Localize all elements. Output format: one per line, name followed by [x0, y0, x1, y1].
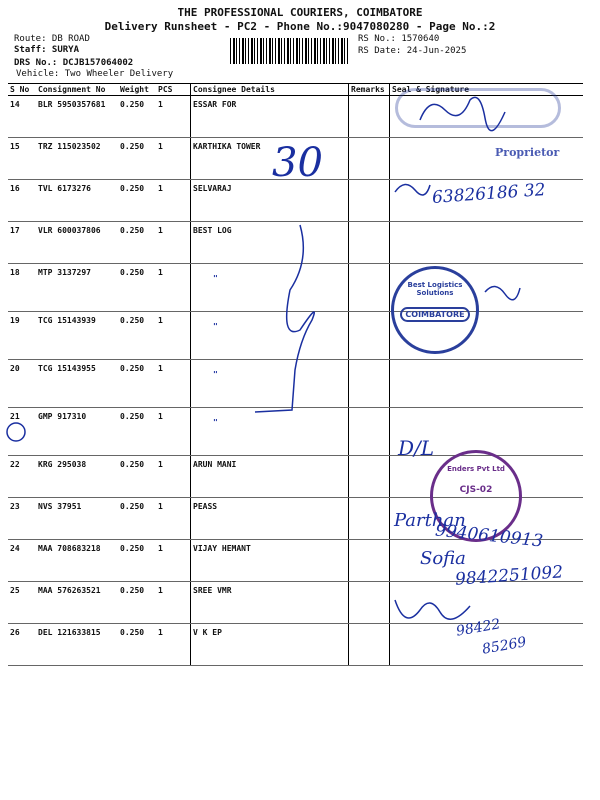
- col-consignee: Consignee Details: [191, 84, 349, 96]
- cell-sno: 16: [8, 180, 36, 222]
- cell-weight: 0.250: [118, 456, 156, 498]
- cell-sno: 21: [8, 408, 36, 456]
- cell-seal: [390, 360, 584, 408]
- cell-weight: 0.250: [118, 540, 156, 582]
- cell-consignment: TVL 6173276: [36, 180, 118, 222]
- cell-consignee: VIJAY HEMANT: [191, 540, 349, 582]
- cell-consignee: SELVARAJ: [191, 180, 349, 222]
- handwritten-parthan: Parthan: [394, 510, 466, 531]
- stamp-city: COIMBATORE: [400, 307, 469, 322]
- cell-pcs: 1: [156, 138, 191, 180]
- proprietor-text: Proprietor: [495, 146, 560, 159]
- cell-remarks: [349, 96, 390, 138]
- cell-consignee: BEST LOG: [191, 222, 349, 264]
- purple-stamp-name: Enders Pvt Ltd: [447, 465, 505, 473]
- cell-pcs: 1: [156, 456, 191, 498]
- cell-sno: 18: [8, 264, 36, 312]
- cell-consignment: NVS 37951: [36, 498, 118, 540]
- rs-number: RS No.: 1570640: [358, 34, 440, 44]
- cell-pcs: 1: [156, 264, 191, 312]
- cell-sno: 17: [8, 222, 36, 264]
- cell-consignment: KRG 295038: [36, 456, 118, 498]
- cell-pcs: 1: [156, 582, 191, 624]
- cell-weight: 0.250: [118, 264, 156, 312]
- cell-weight: 0.250: [118, 222, 156, 264]
- staff-label: Staff: SURYA: [14, 45, 80, 55]
- cell-remarks: [349, 138, 390, 180]
- stamp-top: [395, 88, 561, 128]
- cell-consignee: PEASS: [191, 498, 349, 540]
- cell-pcs: 1: [156, 312, 191, 360]
- col-pcs: PCS: [156, 84, 191, 96]
- table-row: [8, 408, 583, 456]
- table-row: [8, 360, 583, 408]
- cell-pcs: 1: [156, 624, 191, 666]
- handwritten-phone-3: 9842251092: [454, 562, 564, 590]
- cell-sno: 22: [8, 456, 36, 498]
- cell-sno: 15: [8, 138, 36, 180]
- cell-consignment: GMP 917310: [36, 408, 118, 456]
- cell-pcs: 1: [156, 360, 191, 408]
- cell-consignment: MAA 576263521: [36, 582, 118, 624]
- handwritten-phone-4b: 85269: [480, 634, 528, 658]
- cell-consignee: ": [191, 312, 349, 360]
- cell-weight: 0.250: [118, 624, 156, 666]
- cell-remarks: [349, 312, 390, 360]
- cell-consignment: MTP 3137297: [36, 264, 118, 312]
- col-remarks: Remarks: [349, 84, 390, 96]
- cell-sno: 14: [8, 96, 36, 138]
- rs-date: RS Date: 24-Jun-2025: [358, 46, 467, 56]
- cell-pcs: 1: [156, 498, 191, 540]
- cell-weight: 0.250: [118, 408, 156, 456]
- purple-stamp-code: CJS-02: [459, 485, 493, 495]
- cell-remarks: [349, 408, 390, 456]
- cell-pcs: 1: [156, 540, 191, 582]
- handwritten-phone-4a: 98422: [454, 616, 502, 640]
- cell-consignee: ESSAR FOR: [191, 96, 349, 138]
- stamp-company: Best Logistics Solutions: [407, 281, 463, 297]
- cell-sno: 23: [8, 498, 36, 540]
- table-row: [8, 264, 583, 312]
- handwritten-sofia: Sofia: [420, 548, 466, 569]
- cell-consignment: DEL 121633815: [36, 624, 118, 666]
- vehicle-label: Vehicle: Two Wheeler Delivery: [16, 69, 174, 79]
- cell-pcs: 1: [156, 96, 191, 138]
- handwritten-dl: D/L: [398, 436, 435, 460]
- cell-sno: 24: [8, 540, 36, 582]
- cell-consignee: V K EP: [191, 624, 349, 666]
- cell-pcs: 1: [156, 180, 191, 222]
- cell-consignment: TCG 15143955: [36, 360, 118, 408]
- cell-remarks: [349, 582, 390, 624]
- cell-remarks: [349, 360, 390, 408]
- cell-remarks: [349, 222, 390, 264]
- cell-consignment: TRZ 115023502: [36, 138, 118, 180]
- cell-remarks: [349, 540, 390, 582]
- cell-pcs: 1: [156, 222, 191, 264]
- col-seal-signature: Seal & Signature: [390, 84, 584, 96]
- cell-consignment: MAA 708683218: [36, 540, 118, 582]
- cell-weight: 0.250: [118, 180, 156, 222]
- cell-seal: [390, 582, 584, 624]
- cell-consignee: SREE VMR: [191, 582, 349, 624]
- route-label: Route: DB ROAD: [14, 34, 90, 44]
- cell-consignment: TCG 15143939: [36, 312, 118, 360]
- table-row: [8, 222, 583, 264]
- cell-consignee: ": [191, 360, 349, 408]
- cell-remarks: [349, 456, 390, 498]
- handwritten-phone-2: 9940610913: [434, 520, 544, 552]
- cell-weight: 0.250: [118, 582, 156, 624]
- cell-consignee: KARTHIKA TOWER: [191, 138, 349, 180]
- col-consignment: Consignment No: [36, 84, 118, 96]
- cell-weight: 0.250: [118, 312, 156, 360]
- handwritten-phone-1: 63826186 32: [431, 180, 547, 208]
- cell-remarks: [349, 180, 390, 222]
- col-weight: Weight: [118, 84, 156, 96]
- barcode: [230, 38, 350, 64]
- cell-consignment: VLR 600037806: [36, 222, 118, 264]
- cell-weight: 0.250: [118, 96, 156, 138]
- cell-weight: 0.250: [118, 360, 156, 408]
- cell-seal: [390, 222, 584, 264]
- cell-sno: 19: [8, 312, 36, 360]
- best-logistics-stamp: [391, 266, 479, 354]
- drs-number: DRS No.: DCJB157064002: [14, 58, 134, 68]
- page-title: THE PROFESSIONAL COURIERS, COIMBATORE: [177, 6, 423, 19]
- cell-consignee: ": [191, 264, 349, 312]
- cell-weight: 0.250: [118, 498, 156, 540]
- cell-weight: 0.250: [118, 138, 156, 180]
- cell-sno: 26: [8, 624, 36, 666]
- cell-sno: 25: [8, 582, 36, 624]
- cell-remarks: [349, 498, 390, 540]
- runsheet-subtitle: Delivery Runsheet - PC2 - Phone No.:9047080280 - Page No.:2: [104, 20, 496, 33]
- cell-remarks: [349, 624, 390, 666]
- col-sno: S No: [8, 84, 36, 96]
- cell-remarks: [349, 264, 390, 312]
- cell-consignee: ARUN MANI: [191, 456, 349, 498]
- table-row: [8, 312, 583, 360]
- cell-sno: 20: [8, 360, 36, 408]
- cell-pcs: 1: [156, 408, 191, 456]
- cell-consignee: ": [191, 408, 349, 456]
- handwritten-count: 30: [272, 140, 323, 186]
- cell-consignment: BLR 5950357681: [36, 96, 118, 138]
